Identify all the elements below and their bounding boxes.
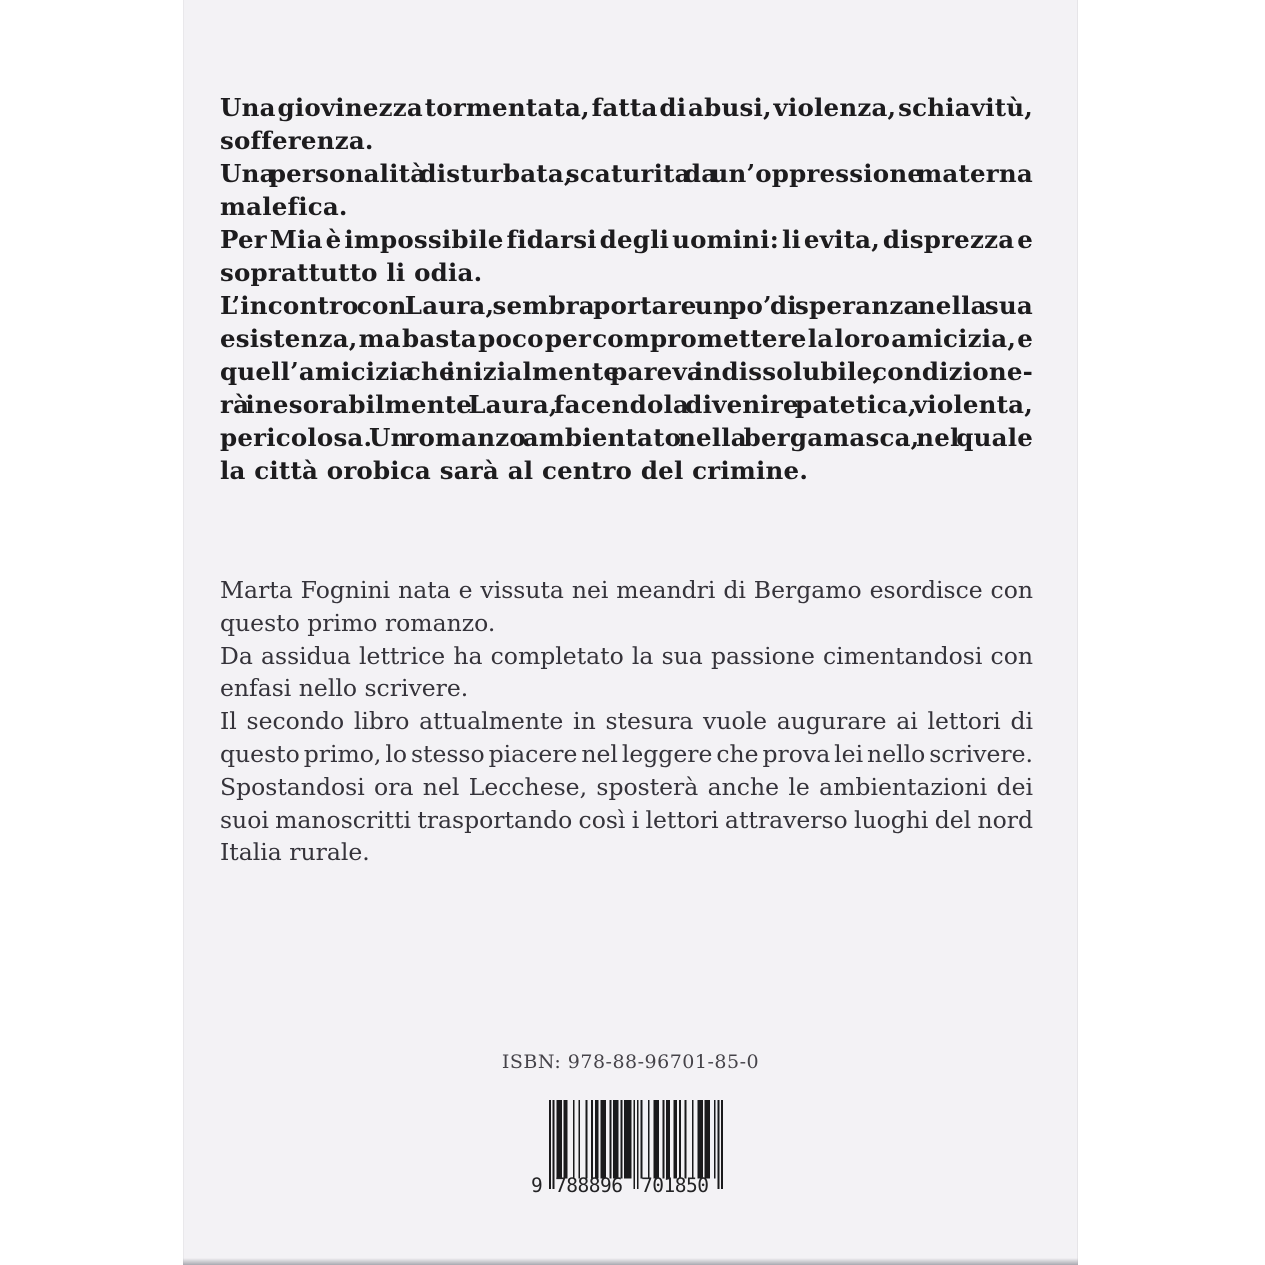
isbn-label: ISBN: 978-88-96701-85-0	[501, 1051, 760, 1073]
text-line-content: Da assidua lettrice ha completato la sua passione cimentandosi con	[220, 641, 1033, 670]
text-line	[220, 454, 1033, 487]
text-line	[220, 672, 1033, 705]
text-line-content: quell’amicizia che inizialmente pareva indissolubile, condizione-	[220, 357, 1033, 386]
text-line	[220, 190, 1033, 223]
barcode-bar	[586, 1100, 588, 1178]
barcode-bar	[692, 1100, 694, 1178]
text-line-content: questo primo romanzo.	[220, 608, 496, 637]
text-line-content: Una personalità disturbata, scaturita da un’oppressione materna	[220, 159, 1033, 188]
barcode-bar	[666, 1100, 670, 1178]
text-line-content: pericolosa. Un romanzo ambientato nella bergamasca, nel quale	[220, 423, 1033, 452]
barcode-bar	[564, 1100, 568, 1178]
text-line-content: questo primo, lo stesso piacere nel leggere che prova lei nello scrivere.	[220, 739, 1033, 768]
barcode-bar	[600, 1100, 605, 1178]
text-line	[220, 574, 1033, 607]
text-line	[220, 738, 1033, 771]
barcode-bar	[609, 1100, 611, 1178]
text-line-content: Marta Fognini nata e vissuta nei meandri di Bergamo esordisce con	[220, 576, 1033, 604]
text-line-content: Italia rurale.	[220, 838, 370, 867]
text-line	[220, 705, 1033, 738]
barcode-left-group: 788896	[555, 1174, 623, 1197]
text-line-content: sofferenza.	[220, 126, 374, 155]
barcode-bar	[556, 1100, 561, 1178]
text-line	[220, 124, 1033, 157]
barcode-bar	[653, 1100, 658, 1178]
barcode-bar	[595, 1100, 599, 1178]
text-line-content: soprattutto li odia.	[220, 258, 483, 287]
barcode-bar	[591, 1100, 593, 1178]
text-line	[220, 157, 1033, 190]
text-line	[220, 91, 1033, 124]
text-line	[220, 388, 1033, 421]
text-line-content: L’incontro con Laura, sembra portare un po’ di speranza nella sua	[220, 291, 1033, 320]
barcode-bar	[613, 1100, 618, 1178]
text-line	[220, 804, 1033, 837]
text-line	[220, 289, 1033, 322]
barcode-right-group: 701850	[641, 1174, 709, 1197]
barcode-bar	[685, 1100, 687, 1178]
barcode-bar	[624, 1100, 631, 1178]
text-line	[220, 640, 1033, 673]
text-line-content: Una giovinezza tormentata, fatta di abusi, violenza, schiavitù,	[220, 93, 1033, 122]
text-line	[220, 421, 1033, 454]
text-line-content: Il secondo libro attualmente in stesura vuole augurare ai lettori di	[220, 707, 1033, 736]
barcode-digits	[531, 1174, 751, 1200]
text-line-content: malefica.	[220, 192, 348, 221]
text-line-content: esistenza, ma basta poco per compromettere la loro amicizia, e	[220, 324, 1033, 353]
barcode-first-digit: 9	[531, 1174, 543, 1197]
author-bio-text	[220, 574, 1033, 869]
text-line-content: rà inesorabilmente Laura, facendola divenire patetica, violenta,	[220, 390, 1033, 419]
text-line	[220, 256, 1033, 289]
text-line	[220, 771, 1033, 804]
text-line-content: Spostandosi ora nel Lecchese, sposterà anche le ambientazioni dei	[220, 772, 1033, 801]
barcode-bar	[663, 1100, 665, 1178]
text-line	[220, 355, 1033, 388]
text-line	[220, 836, 1033, 869]
text-line-content: Per Mia è impossibile fidarsi degli uomini: li evita, disprezza e	[220, 225, 1033, 254]
barcode-bar	[648, 1100, 650, 1178]
barcode-bar	[620, 1100, 622, 1178]
text-line	[220, 223, 1033, 256]
cover-bottom-edge	[183, 1258, 1078, 1265]
text-line-content: la città orobica sarà al centro del crimine.	[220, 456, 809, 485]
barcode-bar	[573, 1100, 575, 1178]
barcode-bar	[578, 1100, 580, 1178]
barcode-bar	[679, 1100, 681, 1178]
text-line-content: suoi manoscritti trasportando così i lettori attraverso luoghi del nord	[220, 805, 1033, 834]
barcode-bar	[705, 1100, 710, 1178]
barcode-bar	[641, 1100, 643, 1178]
barcode-bar	[674, 1100, 678, 1178]
book-back-cover	[183, 0, 1078, 1265]
barcode-bar	[697, 1100, 702, 1178]
text-line	[220, 607, 1033, 640]
synopsis-text	[220, 91, 1033, 487]
text-line-content: enfasi nello scrivere.	[220, 674, 469, 703]
text-line	[220, 322, 1033, 355]
barcode-bar	[714, 1100, 716, 1178]
